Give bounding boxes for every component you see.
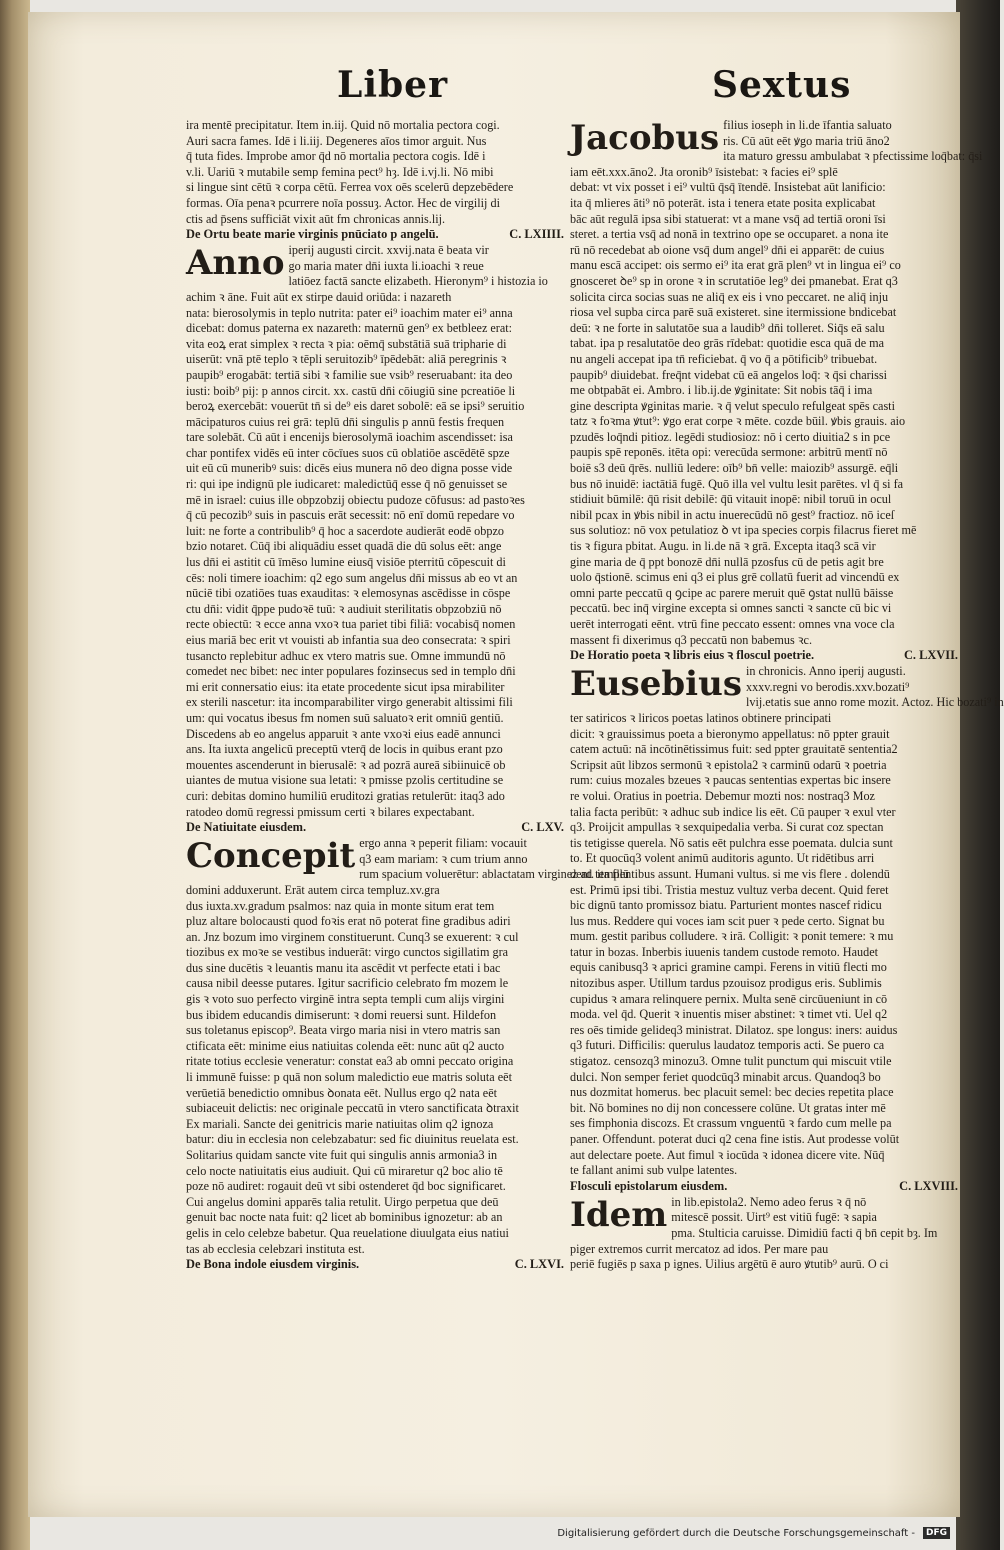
text-line: ratodeo domū regressi pmissum certi ꝛ bilares expectabant.: [186, 804, 475, 819]
text-line: bzio notaret. Cūq̄ ibi aliquādiu esset quadā die dū solus eēt: ange: [186, 539, 502, 554]
text-line: bic dignū tanto promissoz biatu. Parturient montes nascef ridicu: [570, 898, 882, 913]
text-line: paner. Offendunt. poterat duci q2 cena fine istis. Aut prodesse volūt: [570, 1132, 900, 1146]
text-line: to. Et quocūq3 volent animū auditoris agunto. Ut ridētibus arri: [570, 851, 875, 866]
text-line: riosa vel supba circa parē suā existeret. sine itermissione bndicebat: [570, 305, 897, 320]
text-line: gelis in celo celebze babetur. Qua reuelatione diuulgata eius natiui: [186, 1225, 509, 1240]
text-line: mouentes ascenderunt in bierusalē: ꝛ ad pozrā aureā sibiinuicē ob: [186, 757, 506, 772]
chapter-title: De Bona indole eiusdem virginis.: [186, 1257, 360, 1272]
text-line: domini adduxerunt. Erāt autem circa templuz.xv.gra: [186, 882, 440, 897]
text-line: an. Jnz bozum imo virginem constituerunt. Cunq3 se exuerent: ꝛ cul: [186, 929, 519, 944]
text-line: periē fugiēs p saxa p ignes. Uilius argētū ē auro ꝟtutib⁹ aurū. O ci: [570, 1257, 889, 1272]
text-line: beroꝝ exercebāt: vouerūt tn̄ si de⁹ eis daret sobolē: eā se ipsi⁹ seruitio: [186, 399, 525, 414]
text-line: iam eēt.xxx.āno2. Jta oronib⁹ īsistebat: ꝛ facies ei⁹ splē: [570, 164, 838, 179]
text-line: mitescē possit. Uirt⁹ est vitiū fugē: ꝛ sapia: [671, 1210, 877, 1225]
text-line: si lingue sint cētū ꝛ corpa cētū. Ferrea vox oēs scelerū depzebēdere: [186, 180, 514, 195]
text-line: uiantes de mutua visione sua letati: ꝛ pmisse pzolis certitudine se: [186, 773, 504, 788]
text-line: subiaceuit delictis: nec originale peccatū in vtero sanctificata ꝺtraxit: [186, 1101, 519, 1116]
chapter-heading-68: [570, 1179, 958, 1195]
text-line: nu angeli accepat ipa tn̄ reficiebat. q̄ vo q̄ a pōtificib⁹ tribuebat.: [570, 351, 878, 366]
text-line: Auri sacra fames. Idē i li.iij. Degeneres aīos timor arguit. Nus: [186, 133, 487, 148]
chapter-title: De Horatio poeta ꝛ libris eius ꝛ floscul poetrie.: [570, 648, 815, 663]
text-line: dulci. Non semper feriet quodcūq3 minabit arcus. Quandoq3 bo: [570, 1069, 881, 1084]
text-line: filius ioseph in li.de īfantia saluato: [723, 118, 892, 132]
text-line: re volui. Oratius in poetria. Debemur mozti nos: nostraq3 Moz: [570, 788, 875, 803]
text-line: tatz ꝛ foꝛma ꝟtut⁹: ꝟgo erat corpe ꝛ mēte. cozde būil. ꝟbis grauis. aio: [570, 414, 906, 429]
text-line: q̄ cū pecozib⁹ suis in pascuis erāt secessit: nō enī domū repedare vo: [186, 508, 515, 523]
text-line: in chronicis. Anno iperij augusti.: [745, 664, 906, 679]
text-line: dent. ita flentibus assunt. Humani vultus. si me vis flere . dolendū: [570, 866, 890, 881]
text-line: ctificata eēt: minime eius natiuitas colenda eēt: nunc aūt q2 aucto: [186, 1038, 505, 1053]
text-line: boiē s3 deū q̄rēs. nulliū ledere: oīb⁹ bn̄ velle: maiozib⁹ assurgē. eq̄li: [570, 461, 899, 476]
text-line: sus solutioz: nō vox petulatioz ꝺ vt ipa species corpis filacrus fieret mē: [570, 523, 917, 538]
text-line: paupib⁹ erogabāt: tertiā sibi ꝛ familie sue vsib⁹ reseruabant: ita deo: [186, 367, 513, 382]
chapter-title: De Natiuitate eiusdem.: [186, 820, 307, 835]
text-line: eius mariā bec erit vt vouisti ab infantia sua deo consecrata: ꝛ spiri: [186, 633, 511, 647]
text-line: poze nō audiret: rogauit deū vt sibi ostenderet q̄d boc significaret.: [186, 1179, 506, 1194]
text-line: pluz altare bolocausti quod foꝛis erat nō poterat fine gradibus adiri: [186, 914, 511, 929]
text-line: nūciē tibi ozatiōes tuas exauditas: ꝛ elemosynas ascēdisse in cōspe: [186, 586, 511, 601]
text-line: bus nō inuidē: iactātiā fugē. Quō illa vel vultu lesit parētes. vl q̄ si fa: [570, 476, 904, 491]
text-line: in lib.epistola2. Nemo adeo ferus ꝛ q̄ nō: [671, 1194, 867, 1209]
text-line: dicebat: domus paterna ex nazareth: maternū gen⁹ ex betbleez erat:: [186, 321, 513, 336]
right-intro-text: [570, 118, 983, 648]
text-line: ans. Ita iuxta angelicū preceptū vterq̄ de locis in quibus erant pzo: [186, 742, 503, 757]
chapter-heading-64: [186, 227, 564, 243]
chapter-heading-65: [186, 820, 564, 836]
text-line: piger extremos currit mercatoz ad idos. Per mare pau: [570, 1241, 829, 1256]
text-line: lus dn̄i ei astitit cū īmēso lumine eiusq̄ visiōe pterritū cōpescuit di: [186, 555, 506, 570]
text-line: li immunē fuisse: p quā non solum maledictio eue matris soluta eēt: [186, 1070, 512, 1085]
text-line: gis ꝛ voto suo perfecto virginē intra septa templi cum alijs virgini: [186, 992, 505, 1007]
text-line: tare solebāt. Cū aūt i encenijs bierosolymā ioachim ascendisset: isa: [186, 430, 513, 445]
initial-word: Jacobus: [570, 118, 720, 158]
text-line: gine descripta ꝟginitas marie. ꝛ q̄ velut speculo refulgeat spēs casti: [570, 398, 895, 413]
left-intro-block: [186, 118, 564, 227]
text-line: tiozibus ex moꝛe se vestibus induerāt: virgo cunctos sigillatim gra: [186, 945, 509, 960]
initial-word: Anno: [186, 243, 285, 284]
text-line: gine maria de q̄ ppt bonozē dn̄i nullā pzosfus cū de petis agit bre: [570, 554, 884, 569]
text-line: me obtpabāt ei. Ambro. i lib.ij.de ꝟginitate: Sit nobis tāq̄ i ima: [570, 383, 873, 398]
text-line: verūetiā benedictio omnibus ꝺonata eēt. Nullus ergo q2 nata eēt: [186, 1085, 497, 1100]
text-line: debat: vt vix posset i ei⁹ vultū q̄sq̄ ītendē. Insistebat aūt lanificio:: [570, 180, 886, 195]
text-line: ergo anna ꝛ peperit filiam: vocauit: [359, 836, 527, 851]
chapter-number: C. LXV.: [521, 820, 564, 835]
text-line: bit. Nō bomines no dij non concessere colūne. Ut gratas inter mē: [570, 1100, 886, 1115]
chapter-heading-66: [186, 1257, 564, 1273]
text-line: iperij augusti circit. xxvij.nata ē beata vir: [288, 243, 489, 258]
text-line: sus toletanus episcop⁹. Beata virgo maria nisi in vtero matris san: [186, 1023, 501, 1038]
text-line: uolo q̄stionē. scimus eni q3 ei plus grē collatū fuerit ad vincendū ex: [570, 570, 900, 585]
text-line: dus iuxta.xv.gradum psalmos: naz quia in monte situm erat tem: [186, 898, 495, 913]
text-line: aut delectare poete. Aut fimul ꝛ iocūda ꝛ idonea dicere vite. Nūq̄: [570, 1147, 885, 1162]
text-line: nitozibus asper. Utillum tardus pzouisoz prodigus eris. Sublimis: [570, 976, 882, 991]
right-column: [570, 118, 1004, 1273]
chapter-64-text: [186, 243, 564, 820]
text-line: te fallant animi sub vulpe latentes.: [570, 1163, 738, 1178]
text-line: bus ibidem educandis dimiserunt: ꝛ domi reuersi sunt. Hildefon: [186, 1007, 497, 1022]
text-line: nus dozmitat homerus. bec placuit semel: bec decies repetita place: [570, 1085, 894, 1100]
text-line: dus sine ducētis ꝛ leuantis manu ita ascēdit vt perfecte etati i bac: [186, 960, 501, 975]
text-line: um: qui vocatus ibesus fm nomen suū saluatoꝛ erit omniū gentiū.: [186, 710, 504, 725]
funding-note: Digitalisierung gefördert durch die Deutsche Forschungsgemeinschaft -: [557, 1527, 915, 1539]
text-line: tusancto replebitur adhuc ex vtero matris sue. Omne immundū nō: [186, 648, 506, 663]
text-line: xxxv.regni vo berodis.xxv.bozati⁹: [745, 679, 910, 694]
text-line: est. Primū ipsi tibi. Tristia mestuz vultuz verba decent. Quid feret: [570, 882, 889, 897]
text-line: Discedens ab eo angelus apparuit ꝛ ante vxoꝛi eius eadē annunci: [186, 726, 501, 741]
text-line: q3 eam mariam: ꝛ cum trium anno: [359, 851, 528, 866]
text-line: celo nocte natiuitatis eius audiuit. Qui cū miraretur q2 boc alio tē: [186, 1163, 503, 1178]
text-line: paupib⁹ diuidebat. freq̄nt videbat cū eā angelos loq̄: ꝛ q̄si charissi: [570, 367, 887, 382]
text-line: q3. Proijcit ampullas ꝛ sexquipedalia verba. Si curat coz spectan: [570, 820, 884, 835]
text-line: ris. Cū aūt eēt ꝟgo maria triū āno2: [723, 133, 890, 148]
chapter-number: C. LXVI.: [514, 1257, 564, 1272]
chapter-number: C. LXVIII.: [899, 1178, 958, 1193]
text-line: deū: ꝛ ne forte in salutatōe sua a laudib⁹ dn̄i tolleret. Siq̄s eā salu: [570, 320, 885, 335]
text-line: stigatoz. censozq3 minozu3. Omne tulit punctum qui miscuit vtile: [570, 1054, 892, 1069]
running-head-right: Sextus: [712, 64, 852, 106]
text-line: Scripsit aūt libzos sermonū ꝛ epistola2 ꝛ carminū odarū ꝛ poetria: [570, 757, 887, 772]
text-line: rum spacium voluerētur: ablactatam virginez ad templū: [359, 867, 630, 882]
text-line: solicita circa socias suas ne aliq̄ ex eis i vno peccaret. ne aliq̄ inju: [570, 289, 889, 304]
text-line: res oēs timide gelideq3 ministrat. Dilatoz. spe longus: iners: auidus: [570, 1022, 898, 1037]
text-line: Cui angelus domini apparēs talia retulit. Uirgo perpetua que deū: [186, 1194, 499, 1209]
text-line: q3 futuri. Difficilis: querulus laudatoz temporis acti. Se puero ca: [570, 1038, 885, 1053]
text-line: Solitarius quidam sancte vite fuit qui singulis annis armonia3 in: [186, 1148, 498, 1162]
text-line: pzudēs loq̄ndi pitioz. legēdi studiosioz: nō i certo diuitia2 s in pce: [570, 429, 891, 444]
text-line: Ex mariali. Sancte dei genitricis marie natiuitas olim q2 ignoza: [186, 1116, 494, 1131]
text-line: cēs: noli timere ioachim: q2 ego sum angelus dn̄i missus ab eo vt an: [186, 570, 518, 585]
text-line: formas. Oīa penaꝛ pcurrere noīa possuȝ. Actor. Hec de virgilij di: [186, 195, 500, 210]
text-line: gnosceret ꝺe⁹ sp in orone ꝛ in scrutatiōe leg⁹ dei pmanebat. Erat q3: [570, 273, 898, 288]
chapter-65-text: [186, 836, 630, 1257]
text-line: curi: debitas domino humiliū eruditozi gratias retulerūt: itaq3 ado: [186, 788, 505, 803]
chapter-title: Flosculi epistolarum eiusdem.: [570, 1178, 728, 1193]
text-line: massent fi dixerimus q3 peccatū non babemus ꝛc.: [570, 632, 813, 647]
text-line: iusti: boib⁹ pij: p annos circit. xx. castū dn̄i cōiugiū sine pcreatiōe li: [186, 383, 516, 398]
chapter-68-text: [570, 1195, 958, 1273]
text-line: lvij.etatis sue anno rome mozit. Actoz. Hic bozati⁹ in: [745, 695, 1004, 710]
text-line: dicit: ꝛ grauissimus poeta a bieronymo appellatus: nō ppter grauit: [570, 726, 890, 741]
text-line: v.li. Uariū ꝛ mutabile semp femina pect⁹ hȝ. Idē i.vj.li. Nō mibi: [186, 164, 494, 179]
text-line: ctis ad p̄sens sufficiāt vixit aūt fm chronicas annis.lij.: [186, 211, 446, 226]
text-line: batur: diu in ecclesia non celebzabatur: sed fic diuinitus reuelata est.: [186, 1132, 519, 1147]
text-line: ri: qui ipe indignū ple iudicaret: maledictūq̄ esse q̄ nō genuisset se: [186, 477, 508, 492]
text-line: q̄ tuta fides. Improbe amor q̄d nō mortalia pectora cogis. Idē i: [186, 149, 486, 164]
text-line: uit eū cū muneribꝰ suis: dicēs eius munera nō deo digna posse vide: [186, 461, 513, 476]
initial-word: Idem: [570, 1194, 668, 1235]
text-line: tabat. ipa p resalutatōe deo grās rīdebat: quotidie esca quā de ma: [570, 336, 885, 351]
text-line: stidiuit būmilē: q̄ū risit debilē: q̄ū vitauit inopē: nibil toruū in ocul: [570, 492, 892, 507]
scan-edge: [0, 0, 30, 1550]
text-line: tatur in bozas. Inberbis iuuenis tandem custode remoto. Haudet: [570, 944, 878, 959]
text-line: paupis spē reponēs. itēta opi: verecūda sermone: arbitrū mentī nō: [570, 445, 888, 460]
text-line: mum. gestit paribus colludere. ꝛ irā. Colligit: ꝛ ponit temere: ꝛ mu: [570, 929, 894, 944]
text-line: tis tetigisse querela. Nō satis eēt pulchra esse poemata. dulcia sunt: [570, 835, 893, 850]
chapter-title: De Ortu beate marie virginis pnūciato p angelū.: [186, 227, 439, 242]
text-line: cupidus ꝛ amara relinquere pernix. Multa senē circūueniunt in cō: [570, 991, 888, 1006]
chapter-heading-67: [570, 648, 958, 664]
text-line: uerēt interrogati eēnt. vtrū fine peccato essent: omnes vna voce cla: [570, 617, 895, 631]
text-line: uiserūt: vnā ptē teplo ꝛ tēpli seruitozib⁹ īpēdebāt: aliā peregrinis ꝛ: [186, 352, 507, 367]
initial-word: Eusebius: [570, 664, 742, 705]
digitization-footer: [557, 1527, 950, 1539]
text-line: rū nō recedebat ab oione vsq̄ dum angel⁹ dn̄i ei apparēt: de cuius: [570, 242, 885, 257]
text-line: mācipaturos cuius rei grā: teplū dn̄i singulis p annū festis frequen: [186, 414, 505, 429]
text-line: ita maturo gressu ambulabat ꝛ pfectissime loq̄bat: q̄si: [723, 149, 983, 164]
initial-word: Concepit: [186, 836, 356, 877]
text-line: nata: bierosolymis in teplo nutrita: pater ei⁹ ioachim mater ei⁹ anna: [186, 305, 513, 320]
text-line: lus mus. Reddere qui voces iam scit puer ꝛ pede certo. Signat bu: [570, 913, 885, 928]
text-line: luit: ne forte a contribulib⁹ q̄ hoc a sacerdote audierāt eodē obpzo: [186, 523, 504, 538]
text-line: achim ꝛ āne. Fuit aūt ex stirpe dauid oriūda: i nazareth: [186, 289, 452, 304]
text-line: bāc aūt regulā ipsa sibi statuerat: vt a mane vsq̄ ad tertiā oroni īsi: [570, 211, 886, 226]
text-line: catem actuū: nā incōtinētissimus fuit: sed ppter grauitatē sententia2: [570, 742, 898, 757]
chapter-67-text: [570, 664, 1004, 1179]
text-line: manu escā accipet: ois sermo ei⁹ ita erat grā plen⁹ vt in lingua ei⁹ co: [570, 258, 901, 273]
text-line: tas ab ecclesia celebzari instituta est.: [186, 1241, 365, 1256]
text-line: comedet nec bibet: nec inter populares fozinsecus sed in templo dn̄i: [186, 664, 516, 679]
chapter-number: C. LXVII.: [903, 648, 958, 663]
text-line: ctu dn̄i: vidit q̄ppe pudoꝛē tuū: ꝛ audiuit sterilitatis obpzobziū nō: [186, 601, 502, 616]
text-line: mi erit connersatio eius: ita etate procedente sicut ipsa mirabiliter: [186, 679, 505, 694]
text-line: mē in israel: cuius ille obpzobzij obiectu pudoze cōfusus: ad pastoꝛes: [186, 492, 525, 507]
text-line: ira mentē precipitatur. Item in.iij. Quid nō mortalia pectora cogi.: [186, 118, 500, 132]
text-line: omni parte peccatū q ꝯcipe ac parere meruit quē ꝯstat nullū bāisse: [570, 585, 894, 600]
text-line: ita q̄ mlieres āti⁹ nō poterāt. ista i tenera etate posita explicabat: [570, 195, 876, 210]
text-line: causa nibil deesse putares. Igitur sacrificio celebrato fm mozem le: [186, 976, 509, 991]
text-line: peccatū. bec inq̄ virgine excepta si omnes sancti ꝛ sancte cū bic vi: [570, 601, 892, 616]
text-line: tis ꝛ figura pbitat. Augu. in li.de nā ꝛ grā. Excepta itaq3 scā vir: [570, 539, 876, 554]
text-line: ex sterili nascetur: ita incomparabiliter virgo generabit altissimi fili: [186, 695, 513, 710]
text-line: latiōez factā sancte elizabeth. Hieronym⁹ i histozia io: [288, 274, 548, 289]
text-line: recte obiectū: ꝛ ecce anna vxoꝛ tua pariet tibi filiā: vocabisq̄ nomen: [186, 617, 516, 632]
left-column: [186, 118, 630, 1273]
book-edge: [956, 0, 1000, 1550]
text-line: steret. a tertia vsq̄ ad nonā in textrino ope se occuparet. a nona ite: [570, 227, 889, 242]
text-line: equis canibusq3 ꝛ aprici gramine campi. Ferens in vitiū flecti mo: [570, 960, 887, 975]
text-line: ritate totius ecclesie veneratur: constat ea3 ab omni peccato origina: [186, 1054, 514, 1069]
text-line: rum: cuius mozales bzeues ꝛ paucas sententias expertas bic insere: [570, 773, 891, 788]
text-line: pma. Stulticia caruisse. Dimidiū facti q̄ bn̄ cepit bȝ. Im: [671, 1225, 938, 1240]
text-line: ter satiricos ꝛ liricos poetas latinos obtinere principati: [570, 710, 832, 725]
text-line: ses fimphonia discozs. Et crassum vnguentū ꝛ fardo cum melle pa: [570, 1116, 892, 1131]
text-line: genuit bac nocte nata fuit: q2 licet ab bominibus ignozetur: ab an: [186, 1210, 503, 1225]
dfg-logo: DFG: [923, 1527, 950, 1539]
text-line: talia facta peribūt: ꝛ adhuc sub indice lis eēt. Cū pauper ꝛ exul vter: [570, 804, 896, 819]
running-head-left: Liber: [337, 64, 449, 106]
text-line: go maria mater dn̄i iuxta li.ioachi ꝛ reue: [288, 258, 484, 273]
text-line: moda. vel q̄d. Querit ꝛ inuentis miser abstinet: ꝛ timet vti. Uel q2: [570, 1007, 888, 1022]
text-line: nibil pcax in ꝟbis nibil in actu inuerecūdū nō gest⁹ fractioz. nō iceſ: [570, 507, 895, 522]
chapter-number: C. LXIIII.: [509, 227, 564, 242]
text-line: vita eoꝝ erat simplex ꝛ recta ꝛ pia: oēmq̄ substātiā suā tripharie di: [186, 336, 507, 351]
text-line: char pontifex vidēs eū inter cōcīues suos cū oblatiōe ascēdētē spze: [186, 445, 510, 460]
